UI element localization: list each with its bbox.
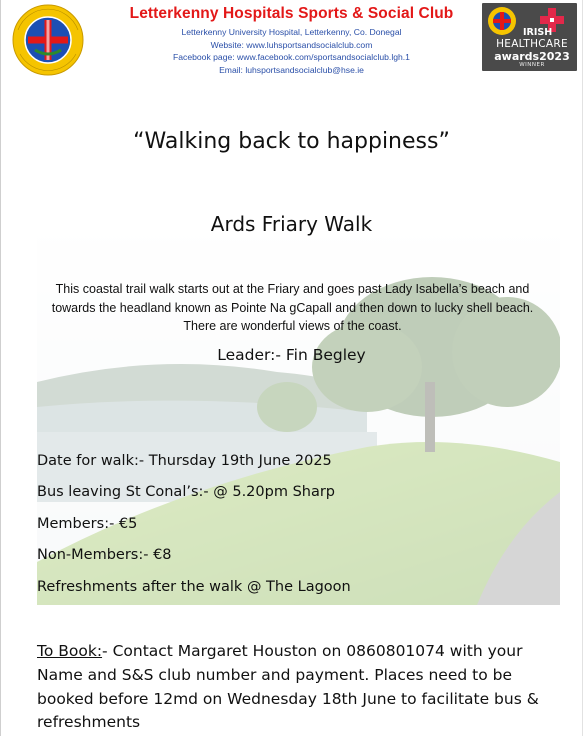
booking-label: To Book: (37, 642, 103, 660)
club-email-link[interactable]: Email: luhsportsandsocialclub@hse.ie (219, 64, 364, 75)
club-address: Letterkenny University Hospital, Letterkenny, Co. Donegal (181, 27, 402, 37)
booking-info (37, 640, 567, 735)
club-website-link[interactable]: Website: www.luhsportsandsocialclub.com (210, 39, 373, 50)
award-line-healthcare: HEALTHCARE (496, 38, 568, 50)
award-line-year: awards2023 (494, 50, 570, 63)
page-edge-left (0, 0, 1, 736)
event-tagline: “Walking back to happiness” (133, 129, 450, 154)
booking-text: - Contact Margaret Houston on 0860801074 with your Name and S&S club number and payment. Places need to be booked before 12md on Wednesday 18th June to facilitate bus & refreshments (37, 642, 539, 732)
walk-date: Date for walk:- Thursday 19th June 2025 (37, 453, 332, 469)
award-crest-icon (487, 6, 517, 40)
bus-departure: Bus leaving St Conal’s:- @ 5.20pm Sharp (37, 484, 336, 501)
club-title: Letterkenny Hospitals Sports & Social Club (129, 5, 454, 22)
club-facebook-link[interactable]: Facebook page: www.facebook.com/sportsandsocialclub.lgh.1 (173, 52, 410, 62)
walk-leader: Leader:- Fin Begley (217, 346, 366, 364)
walk-details (37, 452, 351, 609)
non-members-price: Non-Members:- €8 (37, 547, 172, 564)
award-line-irish: IRISH (523, 27, 553, 38)
award-line-winner: WINNER (519, 62, 545, 68)
walk-description: This coastal trail walk starts out at the Friary and goes past Lady Isabella’s beach and towards the headland known as Pointe Na gCapall and then down to lucky shell beach. There are wonderful views of the coast. (51, 282, 534, 333)
walk-title: Ards Friary Walk (210, 212, 373, 236)
refreshments-info: Refreshments after the walk @ The Lagoon (37, 578, 351, 595)
members-price: Members:- €5 (37, 515, 138, 532)
